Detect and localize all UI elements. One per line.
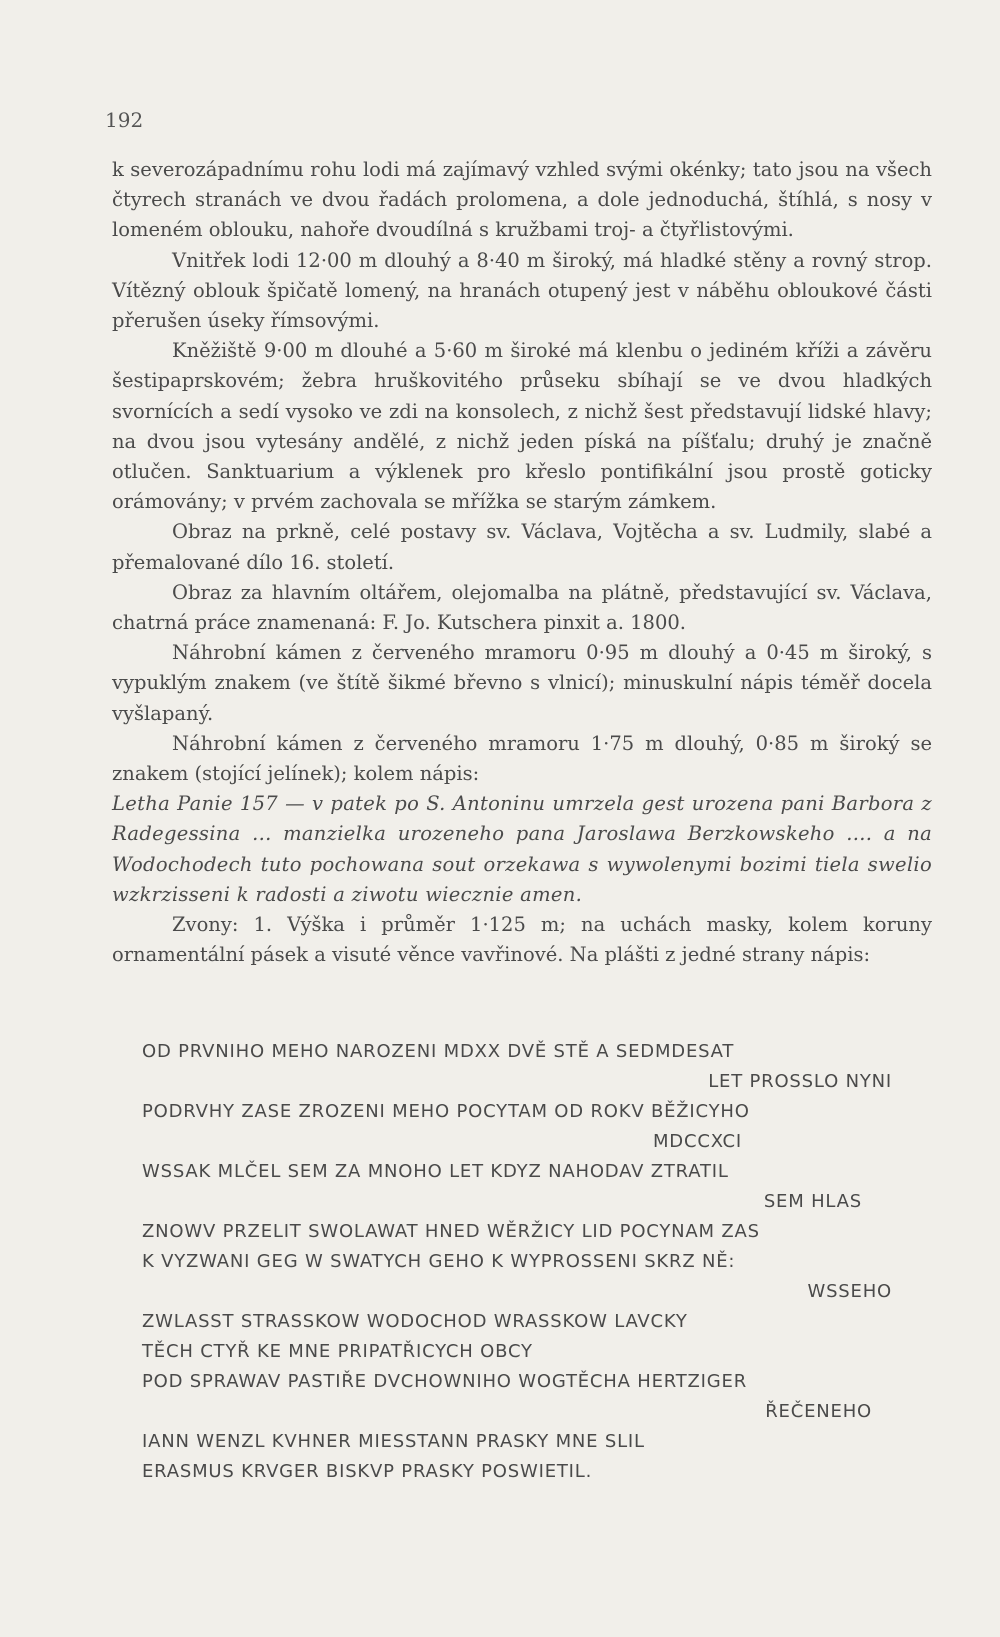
paragraph: Náhrobní kámen z červeného mramoru 0·95 m dlouhý a 0·45 m široký, s vypuklým znakem (ve štítě šikmé břevno s vlnicí); minuskulní nápis téměř docela vyšlapaný. (112, 641, 932, 725)
inscription-line: ERASMUS KRVGER BISKVP PRASKY POSWIETIL. (142, 1461, 593, 1482)
inscription-line: SEM HLAS (763, 1191, 862, 1212)
page-number: 192 (105, 108, 144, 132)
inscription-line: ŘEČENEHO (765, 1401, 872, 1422)
inscription-line: TĚCH CTYŘ KE MNE PRIPATŘICYCH OBCY (142, 1341, 533, 1362)
paragraph: Vnitřek lodi 12·00 m dlouhý a 8·40 m široký, má hladké stěny a rovný strop. Vítězný oblouk špičatě lomený, na hranách otupený jest v náběhu obloukové části přerušen úseky římsovými. (112, 248, 932, 333)
paragraph: k severozápadnímu rohu lodi má zajímavý vzhled svými okénky; tato jsou na všech čtyrech stranách ve dvou řadách prolomena, a dole jednoduchá, štíhlá, s nosy v lomeném oblouku, nahoře dvoudílná s kružbami troj- a čtyřlistovými. (112, 158, 932, 242)
paragraph: Obraz na prkně, celé postavy sv. Václava, Vojtěcha a sv. Ludmily, slabé a přemalované dílo 16. století. (112, 520, 932, 574)
inscription-line: LET PROSSLO NYNI (708, 1071, 892, 1092)
inscription-line: IANN WENZL KVHNER MIESSTANN PRASKY MNE SLIL (142, 1431, 645, 1452)
paragraph: Kněžiště 9·00 m dlouhé a 5·60 m široké má klenbu o jediném kříži a závěru šestipaprskovém; žebra hruškovitého průseku sbíhají se ve dvou hladkých svornících a sedí vysoko ve zdi na konsolech, z nichž šest představují lidské hlavy; na dvou jsou vytesány andělé, z nichž jeden píská na píšťalu; druhý je značně otlučen. Sanktuarium a výklenek pro křeslo pontifikální jsou prostě goticky orámovány; v prvém zachovala se mřížka se starým zámkem. (112, 339, 932, 514)
inscription-line: OD PRVNIHO MEHO NAROZENI MDXX DVĚ STĚ A SEDMDESAT (142, 1041, 735, 1062)
inscription-line: K VYZWANI GEG W SWATYCH GEHO K WYPROSSENI SKRZ NĚ: (142, 1251, 736, 1272)
inscription-line: ZWLASST STRASSKOW WODOCHOD WRASSKOW LAVCKY (142, 1311, 688, 1332)
gothic-inscription: Letha Panie 157 — v patek po S. Antoninu umrzela gest urozena pani Barbora z Radegessina ... manzielka urozeneho pana Jaroslawa Berzkowskeho .... a na Wodochodech tuto pochowana sout orzekawa s wywolenymi bozimi tiela swelio wzkrzisseni k radosti a ziwotu wiecznie amen. (112, 792, 932, 906)
inscription-line: WSSEHO (807, 1281, 892, 1302)
inscription-line: POD SPRAWAV PASTIŘE DVCHOWNIHO WOGTĚCHA HERTZIGER (142, 1371, 748, 1392)
inscription-line: WSSAK MLČEL SEM ZA MNOHO LET KDYZ NAHODAV ZTRATIL (142, 1161, 729, 1182)
body-text (112, 155, 932, 970)
paragraph: Náhrobní kámen z červeného mramoru 1·75 m dlouhý, 0·85 m široký se znakem (stojící jelínek); kolem nápis: (112, 731, 932, 786)
paragraph: Zvony: 1. Výška i průměr 1·125 m; na uchách masky, kolem koruny ornamentální pásek a visuté věnce vavřinové. Na plášti z jedné strany nápis: (112, 913, 932, 967)
bell-inscription (142, 1037, 932, 1487)
paragraph: Obraz za hlavním oltářem, olejomalba na plátně, představující sv. Václava, chatrná práce znamenaná: F. Jo. Kutschera pinxit a. 1800. (112, 580, 932, 635)
inscription-line: MDCCXCI (652, 1131, 742, 1152)
inscription-line: ZNOWV PRZELIT SWOLAWAT HNED WĚRŽICY LID POCYNAM ZAS (142, 1221, 760, 1242)
inscription-line: PODRVHY ZASE ZROZENI MEHO POCYTAM OD ROKV BĚŽICYHO (142, 1101, 750, 1122)
